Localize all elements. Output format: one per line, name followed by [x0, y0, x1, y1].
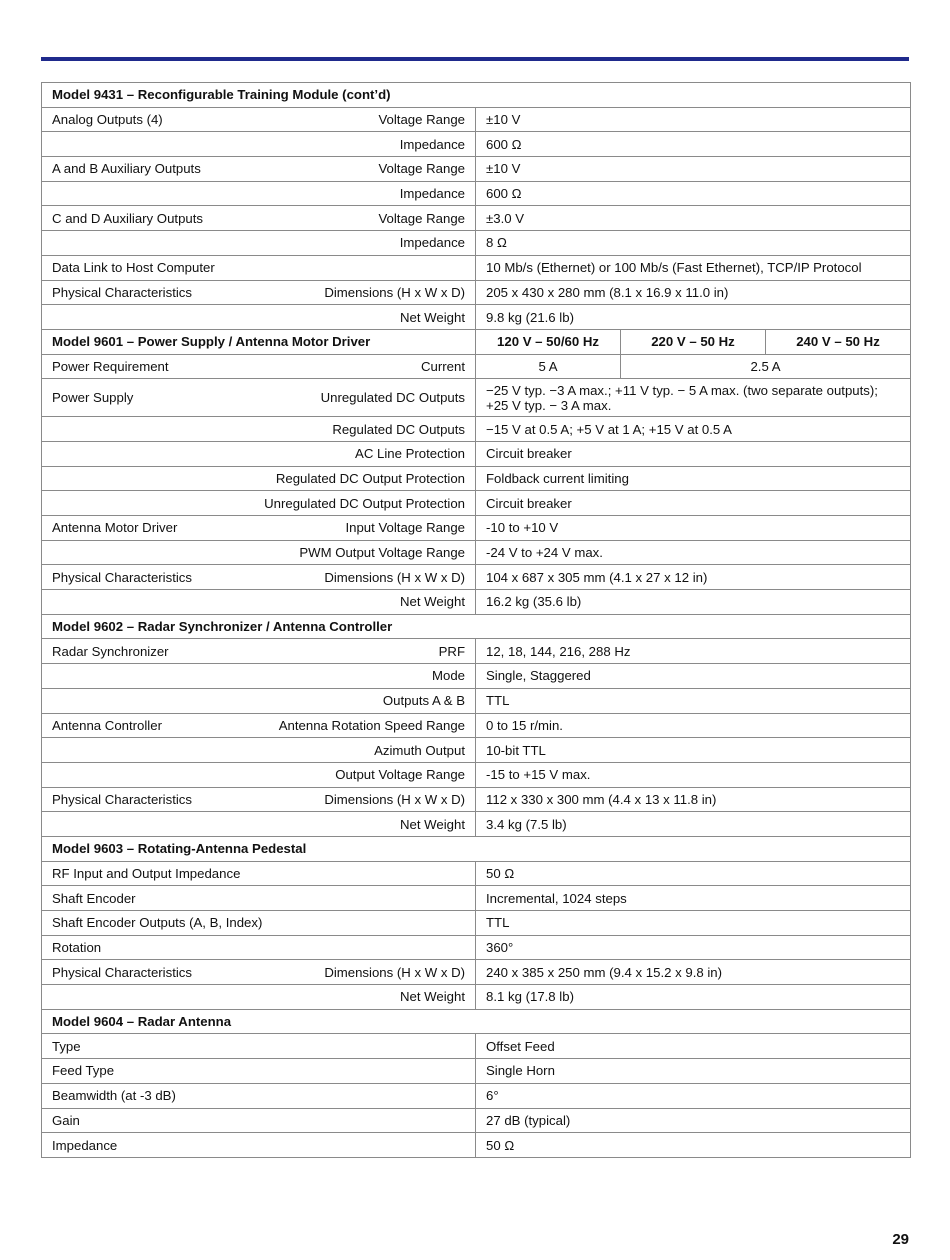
spec-label-cell [42, 886, 476, 911]
spec-value: TTL [476, 911, 911, 936]
spec-label-cell [42, 491, 476, 516]
spec-group: Antenna Motor Driver [52, 520, 178, 536]
section-title: Model 9431 – Reconfigurable Training Module (cont’d) [42, 83, 911, 108]
table-row [42, 417, 911, 442]
table-row [42, 441, 911, 466]
table-row [42, 1108, 911, 1133]
spec-value: ±10 V [476, 157, 911, 182]
table-row [42, 664, 911, 689]
table-row [42, 911, 911, 936]
table-row [42, 132, 911, 157]
spec-parameter: Dimensions (H x W x D) [324, 569, 465, 585]
spec-label-cell [42, 417, 476, 442]
table-row [42, 305, 911, 330]
spec-parameter: Current [421, 358, 465, 374]
table-row [42, 985, 911, 1010]
spec-value: 8.1 kg (17.8 lb) [476, 985, 911, 1010]
spec-label-cell [42, 280, 476, 305]
section-model-9603 [42, 836, 911, 861]
spec-label-cell [42, 231, 476, 256]
table-row [42, 565, 911, 590]
spec-parameter: Regulated DC Outputs [332, 421, 465, 437]
spec-label-cell [42, 516, 476, 541]
table-row [42, 787, 911, 812]
spec-label-cell [42, 738, 476, 763]
spec-label-cell [42, 787, 476, 812]
spec-value: ±10 V [476, 107, 911, 132]
page-number: 29 [892, 1231, 909, 1248]
spec-label-cell [42, 664, 476, 689]
table-row [42, 491, 911, 516]
table-row [42, 231, 911, 256]
spec-label-cell [42, 565, 476, 590]
section-title: Model 9604 – Radar Antenna [42, 1009, 911, 1034]
spec-value: 600 Ω [476, 132, 911, 157]
spec-value: 27 dB (typical) [476, 1108, 911, 1133]
spec-value: 9.8 kg (21.6 lb) [476, 305, 911, 330]
spec-parameter: Antenna Rotation Speed Range [278, 717, 465, 733]
spec-value: Offset Feed [476, 1034, 911, 1059]
spec-value: −25 V typ. −3 A max.; +11 V typ. − 5 A max. (two separate outputs); +25 V typ. − 3 A max. [476, 379, 911, 417]
table-row [42, 738, 911, 763]
section-model-9601 [42, 329, 911, 354]
spec-parameter: Impedance [399, 186, 465, 202]
spec-parameter: Dimensions (H x W x D) [324, 964, 465, 980]
spec-value: Incremental, 1024 steps [476, 886, 911, 911]
spec-value: 360° [476, 935, 911, 960]
spec-parameter: AC Line Protection [355, 446, 465, 462]
spec-group: Physical Characteristics [52, 964, 192, 980]
table-row [42, 466, 911, 491]
spec-group: Type [52, 1038, 81, 1054]
spec-label-cell [42, 206, 476, 231]
spec-label-cell [42, 466, 476, 491]
spec-value: -24 V to +24 V max. [476, 540, 911, 565]
spec-label-cell [42, 181, 476, 206]
spec-parameter: Unregulated DC Outputs [320, 390, 465, 406]
spec-value: −15 V at 0.5 A; +5 V at 1 A; +15 V at 0.5 A [476, 417, 911, 442]
spec-group: Physical Characteristics [52, 569, 192, 585]
spec-group: Antenna Controller [52, 717, 162, 733]
spec-group: Physical Characteristics [52, 791, 192, 807]
spec-group: Radar Synchronizer [52, 643, 169, 659]
spec-value: Circuit breaker [476, 441, 911, 466]
table-row [42, 280, 911, 305]
spec-parameter: Azimuth Output [374, 742, 465, 758]
spec-value: 50 Ω [476, 1133, 911, 1158]
table-row [42, 255, 911, 280]
spec-value: 8 Ω [476, 231, 911, 256]
spec-group: Data Link to Host Computer [52, 260, 215, 276]
spec-label-cell [42, 688, 476, 713]
spec-parameter: Output Voltage Range [335, 767, 465, 783]
table-row [42, 639, 911, 664]
spec-parameter: Net Weight [400, 594, 465, 610]
spec-label-cell [42, 812, 476, 837]
spec-label-cell [42, 354, 476, 379]
table-row [42, 1034, 911, 1059]
spec-value: 0 to 15 r/min. [476, 713, 911, 738]
spec-label-cell [42, 590, 476, 615]
spec-group: C and D Auxiliary Outputs [52, 210, 203, 226]
spec-label-cell [42, 540, 476, 565]
spec-label-cell [42, 1108, 476, 1133]
spec-parameter: Net Weight [400, 989, 465, 1005]
spec-group: Analog Outputs (4) [52, 112, 163, 128]
table-row [42, 590, 911, 615]
voltage-column-header: 240 V – 50 Hz [766, 329, 911, 354]
table-row [42, 960, 911, 985]
spec-parameter: Voltage Range [378, 112, 465, 128]
spec-value: Single, Staggered [476, 664, 911, 689]
spec-label-cell [42, 960, 476, 985]
spec-value: Single Horn [476, 1059, 911, 1084]
spec-value: -15 to +15 V max. [476, 762, 911, 787]
spec-label-cell [42, 157, 476, 182]
spec-value: 600 Ω [476, 181, 911, 206]
table-row [42, 157, 911, 182]
section-title: Model 9602 – Radar Synchronizer / Antenna Controller [42, 614, 911, 639]
spec-group: Power Supply [52, 390, 134, 406]
spec-label-cell [42, 441, 476, 466]
spec-parameter: Voltage Range [378, 210, 465, 226]
table-row [42, 935, 911, 960]
spec-value: 112 x 330 x 300 mm (4.4 x 13 x 11.8 in) [476, 787, 911, 812]
spec-value: 10-bit TTL [476, 738, 911, 763]
spec-parameter: Dimensions (H x W x D) [324, 284, 465, 300]
spec-value: 12, 18, 144, 216, 288 Hz [476, 639, 911, 664]
table-row [42, 861, 911, 886]
spec-label-cell [42, 639, 476, 664]
table-row [42, 1133, 911, 1158]
header-rule [41, 57, 909, 61]
table-row [42, 1059, 911, 1084]
spec-parameter: Mode [432, 668, 465, 684]
spec-parameter: Dimensions (H x W x D) [324, 791, 465, 807]
voltage-column-header: 220 V – 50 Hz [621, 329, 766, 354]
spec-value: 240 x 385 x 250 mm (9.4 x 15.2 x 9.8 in) [476, 960, 911, 985]
spec-value: 104 x 687 x 305 mm (4.1 x 27 x 12 in) [476, 565, 911, 590]
spec-group: Gain [52, 1112, 80, 1128]
table-row [42, 1083, 911, 1108]
current-220-240v: 2.5 A [621, 354, 911, 379]
spec-value: 50 Ω [476, 861, 911, 886]
spec-parameter: Impedance [399, 136, 465, 152]
spec-label-cell [42, 985, 476, 1010]
spec-value: 6° [476, 1083, 911, 1108]
voltage-column-header: 120 V – 50/60 Hz [476, 329, 621, 354]
spec-value: Foldback current limiting [476, 466, 911, 491]
spec-label-cell [42, 713, 476, 738]
spec-value: TTL [476, 688, 911, 713]
table-row [42, 206, 911, 231]
spec-group: Shaft Encoder Outputs (A, B, Index) [52, 915, 263, 931]
spec-parameter: Voltage Range [378, 161, 465, 177]
table-row [42, 516, 911, 541]
spec-label-cell [42, 132, 476, 157]
spec-value: 10 Mb/s (Ethernet) or 100 Mb/s (Fast Ethernet), TCP/IP Protocol [476, 255, 911, 280]
spec-label-cell [42, 861, 476, 886]
section-model-9602 [42, 614, 911, 639]
table-row [42, 379, 911, 417]
spec-parameter: Unregulated DC Output Protection [264, 495, 465, 511]
specifications-table [41, 82, 911, 1158]
spec-label-cell [42, 255, 476, 280]
spec-label-cell [42, 1133, 476, 1158]
spec-label-cell [42, 911, 476, 936]
spec-value: 3.4 kg (7.5 lb) [476, 812, 911, 837]
spec-group: Feed Type [52, 1063, 115, 1079]
current-120v: 5 A [476, 354, 621, 379]
spec-value: ±3.0 V [476, 206, 911, 231]
spec-group: A and B Auxiliary Outputs [52, 161, 201, 177]
section-model-9431 [42, 83, 911, 108]
spec-value: 16.2 kg (35.6 lb) [476, 590, 911, 615]
spec-value: -10 to +10 V [476, 516, 911, 541]
spec-parameter: Net Weight [400, 309, 465, 325]
section-title: Model 9601 – Power Supply / Antenna Motor Driver [42, 329, 476, 354]
spec-label-cell [42, 762, 476, 787]
spec-parameter: Regulated DC Output Protection [275, 470, 465, 486]
table-row [42, 713, 911, 738]
spec-parameter: PRF [438, 643, 465, 659]
section-title: Model 9603 – Rotating-Antenna Pedestal [42, 836, 911, 861]
section-model-9604 [42, 1009, 911, 1034]
spec-group: Rotation [52, 940, 102, 956]
table-row [42, 107, 911, 132]
spec-parameter: Outputs A & B [382, 693, 465, 709]
spec-group: RF Input and Output Impedance [52, 865, 241, 881]
spec-group: Shaft Encoder [52, 890, 136, 906]
table-row [42, 812, 911, 837]
table-row [42, 886, 911, 911]
spec-label-cell [42, 1034, 476, 1059]
spec-parameter: PWM Output Voltage Range [299, 545, 465, 561]
spec-group: Impedance [52, 1137, 118, 1153]
table-row [42, 354, 911, 379]
spec-label-cell [42, 1059, 476, 1084]
spec-value: Circuit breaker [476, 491, 911, 516]
table-row [42, 688, 911, 713]
spec-parameter: Impedance [399, 235, 465, 251]
spec-label-cell [42, 305, 476, 330]
spec-group: Physical Characteristics [52, 284, 192, 300]
spec-group: Beamwidth (at -3 dB) [52, 1088, 176, 1104]
spec-label-cell [42, 107, 476, 132]
spec-parameter: Input Voltage Range [345, 520, 465, 536]
spec-group: Power Requirement [52, 358, 169, 374]
table-row [42, 540, 911, 565]
spec-value: 205 x 430 x 280 mm (8.1 x 16.9 x 11.0 in) [476, 280, 911, 305]
spec-label-cell [42, 379, 476, 417]
table-row [42, 762, 911, 787]
table-row [42, 181, 911, 206]
spec-label-cell [42, 935, 476, 960]
spec-label-cell [42, 1083, 476, 1108]
spec-parameter: Net Weight [400, 816, 465, 832]
